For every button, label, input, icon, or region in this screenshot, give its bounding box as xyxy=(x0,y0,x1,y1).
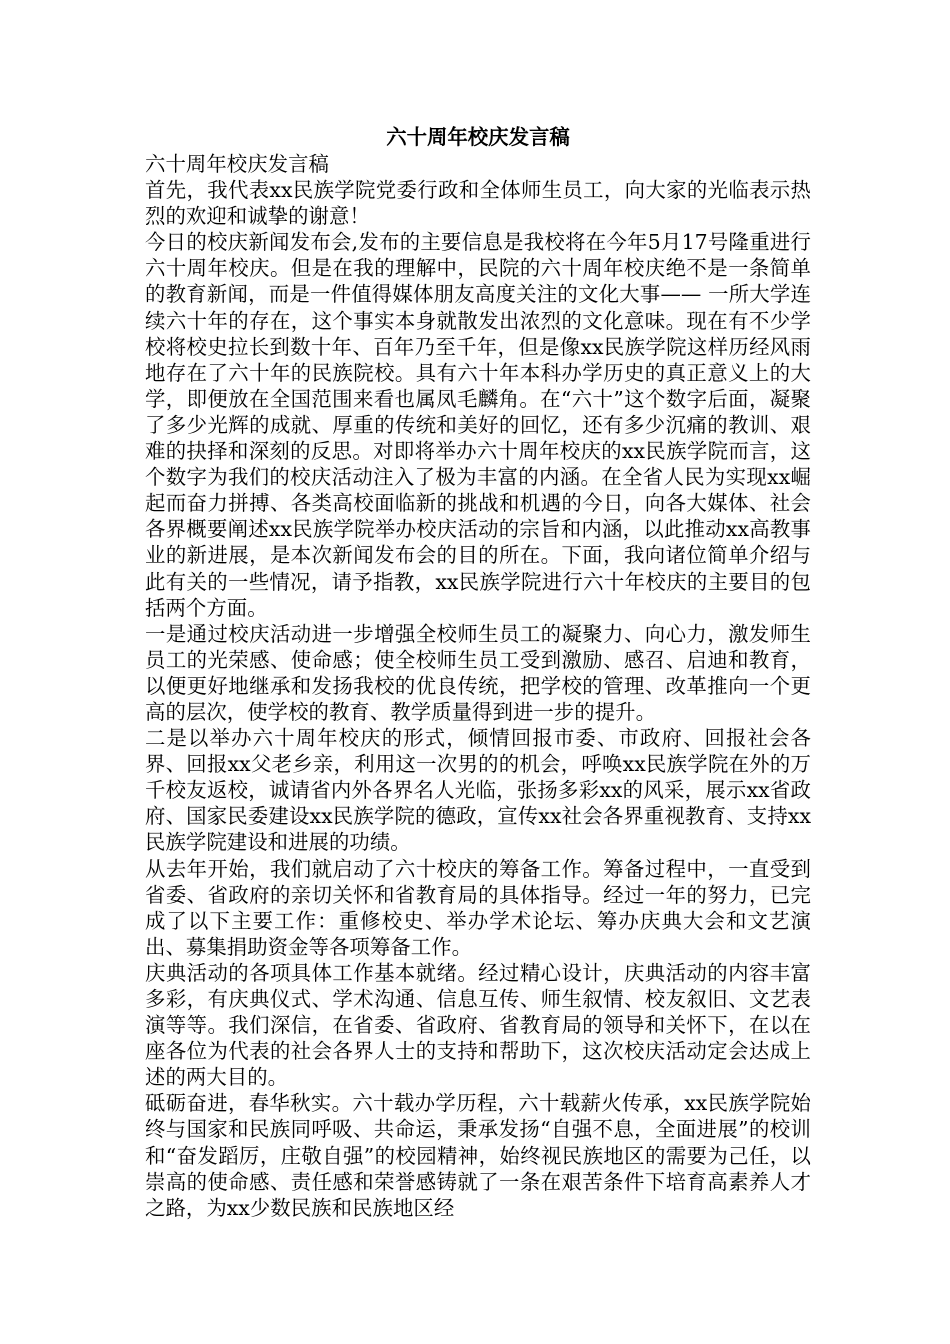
paragraph-purpose-one: 一是通过校庆活动进一步增强全校师生员工的凝聚力、向心力，激发师生员工的光荣感、使命感；使全校师生员工受到激励、感召、启迪和教育，以便更好地继承和发扬我校的优良传统，把学校的管理、改革推向一个更高的层次，使学校的教育、教学质量得到进一步的提升。 xyxy=(145,621,811,724)
paragraph-press-conference: 今日的校庆新闻发布会,发布的主要信息是我校将在今年5月17号隆重进行六十周年校庆。但是在我的理解中，民院的六十周年校庆绝不是一条简单的教育新闻，而是一件值得媒体朋友高度关注的文化大事—— 一所大学连续六十年的存在，这个事实本身就散发出浓烈的文化意味。现在有不少学校将校史拉长到数十年、百年乃至千年，但是像xx民族学院这样历经风雨地存在了六十年的民族院校。具有六十年本科办学历史的真正意义上的大学，即便放在全国范围来看也属凤毛麟角。在“六十”这个数字后面，凝聚了多少光辉的成就、厚重的传统和美好的回忆，还有多少沉痛的教训、艰难的抉择和深刻的反思。对即将举办六十周年校庆的xx民族学院而言，这个数字为我们的校庆活动注入了极为丰富的内涵。在全省人民为实现xx崛起而奋力拼搏、各类高校面临新的挑战和机遇的今日，向各大媒体、社会各界概要阐述xx民族学院举办校庆活动的宗旨和内涵，以此推动xx高教事业的新进展，是本次新闻发布会的目的所在。下面，我向诸位简单介绍与此有关的一些情况，请予指教，xx民族学院进行六十年校庆的主要目的包括两个方面。 xyxy=(145,230,811,620)
paragraph-preparation: 从去年开始，我们就启动了六十校庆的筹备工作。筹备过程中，一直受到省委、省政府的亲切关怀和省教育局的具体指导。经过一年的努力，已完成了以下主要工作：重修校史、举办学术论坛、筹办庆典大会和文艺演出、募集捐助资金等各项筹备工作。 xyxy=(145,856,811,959)
paragraph-history: 砥砺奋进，春华秋实。六十载办学历程，六十载薪火传承，xx民族学院始终与国家和民族同呼吸、共命运，秉承发扬“自强不息，全面进展”的校训和“奋发蹈厉，庄敬自强”的校园精神，始终视民族地区的需要为己任，以崇高的使命感、责任感和荣誉感铸就了一条在艰苦条件下培育高素养人才之路，为xx少数民族和民族地区经 xyxy=(145,1091,811,1220)
paragraph-celebration-activities: 庆典活动的各项具体工作基本就绪。经过精心设计，庆典活动的内容丰富多彩，有庆典仪式、学术沟通、信息互传、师生叙情、校友叙旧、文艺表演等等。我们深信，在省委、省政府、省教育局的领导和关怀下，在以在座各位为代表的社会各界人士的支持和帮助下，这次校庆活动定会达成上述的两大目的。 xyxy=(145,960,811,1090)
paragraph-purpose-two: 二是以举办六十周年校庆的形式，倾情回报市委、市政府、回报社会各界、回报xx父老乡亲，利用这一次男的的机会，呼唤xx民族学院在外的万千校友返校，诚请省内外各界名人光临，张扬多彩xx的风采，展示xx省政府、国家民委建设xx民族学院的德政，宣传xx社会各界重视教育、支持xx民族学院建设和进展的功绩。 xyxy=(145,726,811,855)
document-title: 六十周年校庆发言稿 xyxy=(386,125,570,149)
paragraph-greeting: 首先，我代表xx民族学院党委行政和全体师生员工，向大家的光临表示热烈的欢迎和诚挚的谢意！ xyxy=(145,178,811,229)
document-body xyxy=(145,124,811,1221)
paragraph-subtitle: 六十周年校庆发言稿 xyxy=(145,152,329,176)
